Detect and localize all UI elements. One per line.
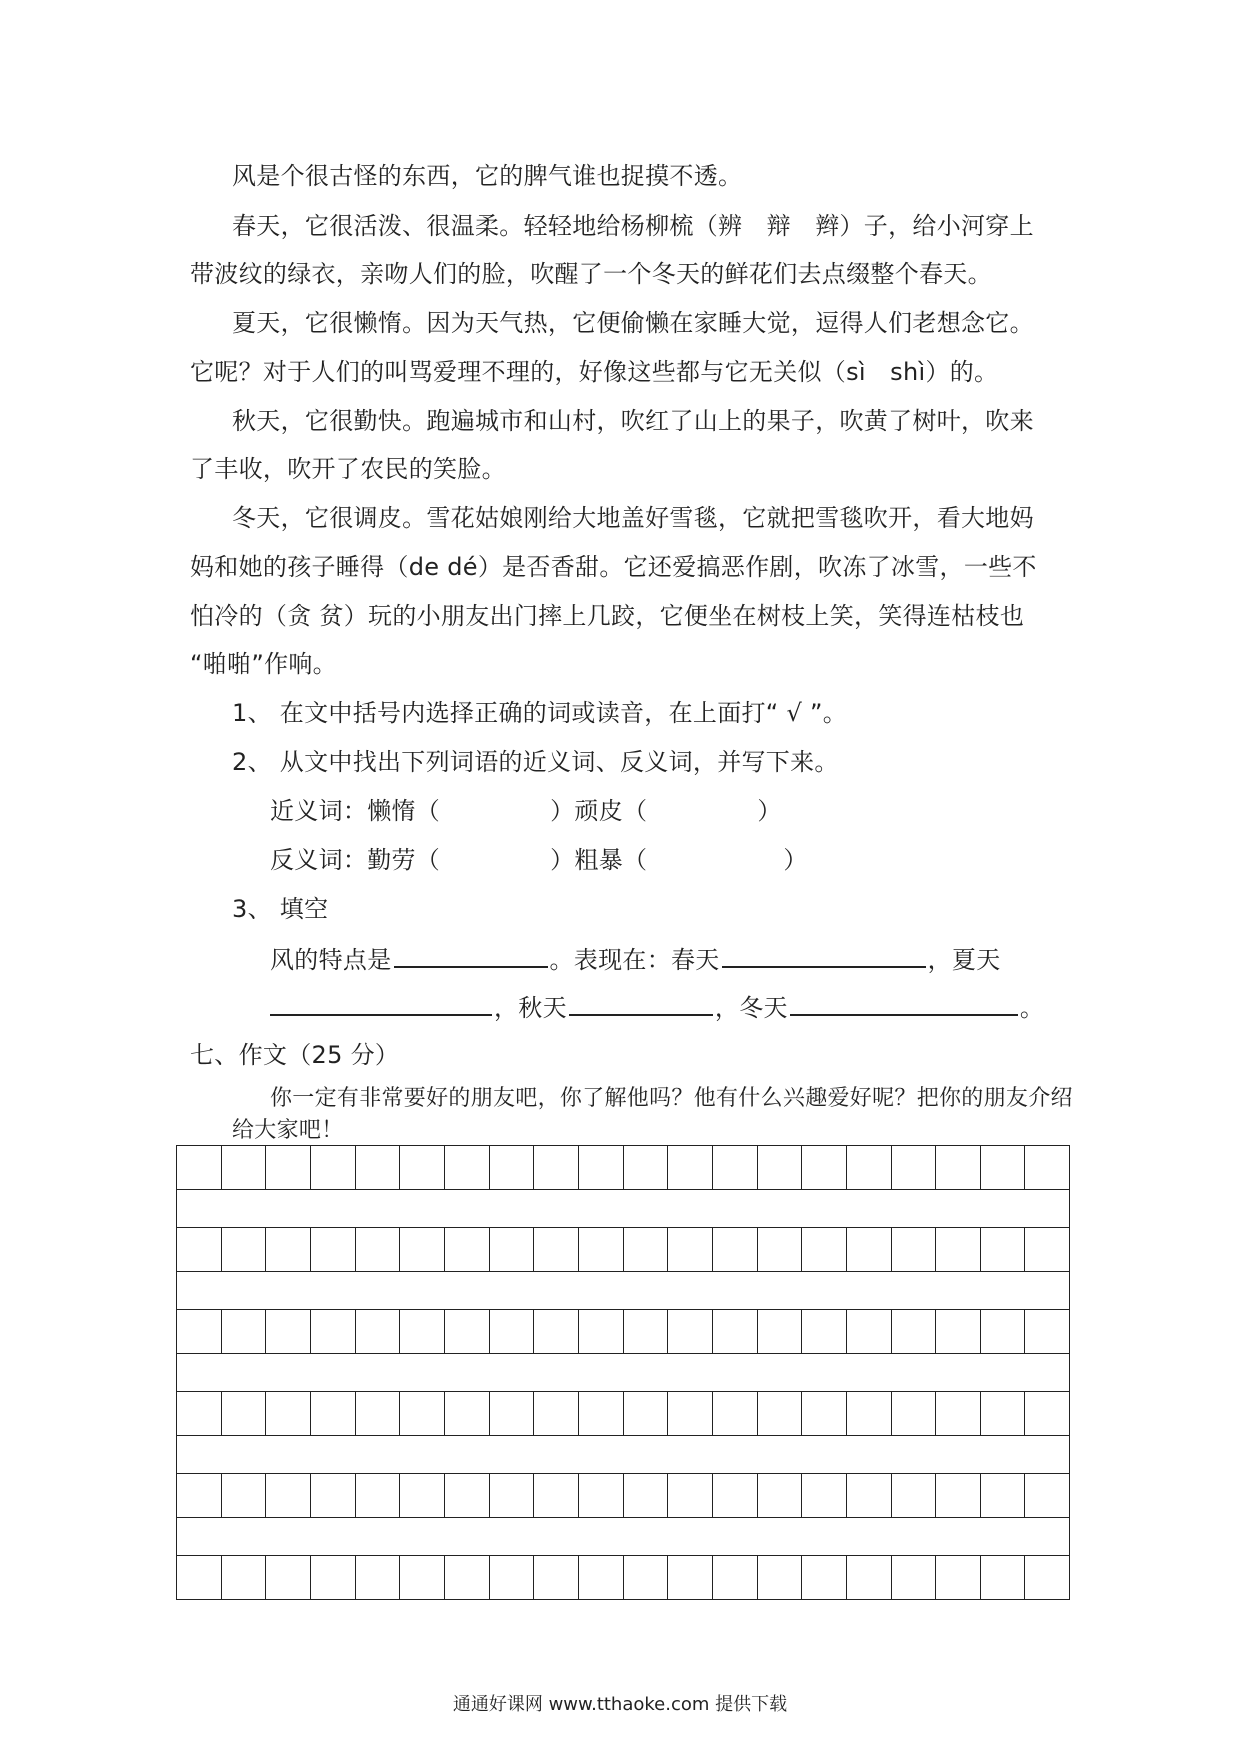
grid-cell[interactable] — [489, 1474, 534, 1517]
grid-cell[interactable] — [712, 1310, 757, 1353]
passage-line: 春天，它很活泼、很温柔。轻轻地给杨柳梳（辨 辩 辫）子，给小河穿上 — [232, 212, 1034, 240]
grid-cell[interactable] — [310, 1146, 355, 1189]
grid-cell[interactable] — [355, 1310, 400, 1353]
grid-cell[interactable] — [177, 1146, 221, 1189]
grid-cell[interactable] — [533, 1228, 578, 1271]
grid-cell[interactable] — [578, 1556, 623, 1599]
grid-cell[interactable] — [623, 1556, 668, 1599]
fill-label-spring: 。表现在：春天 — [549, 946, 720, 974]
grid-cell[interactable] — [891, 1556, 936, 1599]
fill-blank-trait[interactable] — [394, 940, 548, 968]
grid-cell[interactable] — [712, 1146, 757, 1189]
grid-cell[interactable] — [891, 1474, 936, 1517]
grid-cell[interactable] — [355, 1392, 400, 1435]
passage-line: 带波纹的绿衣，亲吻人们的脸，吹醒了一个冬天的鲜花们去点缀整个春天。 — [190, 260, 992, 288]
grid-cell[interactable] — [980, 1556, 1025, 1599]
grid-cell[interactable] — [221, 1146, 266, 1189]
grid-cell[interactable] — [444, 1556, 489, 1599]
fill-label-winter: ，冬天 — [714, 994, 788, 1022]
grid-cell[interactable] — [757, 1146, 802, 1189]
grid-row-gap — [176, 1354, 1070, 1391]
grid-row — [176, 1555, 1070, 1600]
grid-cell[interactable] — [935, 1146, 980, 1189]
grid-cell[interactable] — [623, 1228, 668, 1271]
grid-cell[interactable] — [399, 1310, 444, 1353]
grid-cell[interactable] — [757, 1556, 802, 1599]
grid-cell[interactable] — [265, 1556, 310, 1599]
passage-line: 了丰收，吹开了农民的笑脸。 — [190, 455, 506, 483]
grid-cell[interactable] — [757, 1474, 802, 1517]
grid-cell[interactable] — [935, 1392, 980, 1435]
grid-cell[interactable] — [757, 1228, 802, 1271]
grid-cell[interactable] — [891, 1228, 936, 1271]
grid-cell[interactable] — [265, 1228, 310, 1271]
grid-cell[interactable] — [846, 1310, 891, 1353]
grid-cell[interactable] — [265, 1474, 310, 1517]
grid-cell[interactable] — [399, 1556, 444, 1599]
grid-cell[interactable] — [667, 1556, 712, 1599]
grid-cell[interactable] — [667, 1146, 712, 1189]
grid-cell[interactable] — [1024, 1310, 1069, 1353]
fill-blank-summer[interactable] — [270, 988, 492, 1016]
grid-cell[interactable] — [667, 1228, 712, 1271]
grid-row — [176, 1473, 1070, 1518]
grid-cell[interactable] — [177, 1556, 221, 1599]
passage-line: 冬天，它很调皮。雪花姑娘刚给大地盖好雪毯，它就把雪毯吹开，看大地妈 — [232, 504, 1034, 532]
grid-cell[interactable] — [712, 1474, 757, 1517]
fill-label-summer: ，夏天 — [927, 946, 1001, 974]
synonym-label: 近义词： — [270, 797, 368, 825]
passage-line: 秋天，它很勤快。跑遍城市和山村，吹红了山上的果子，吹黄了树叶，吹来 — [232, 407, 1034, 435]
fill-blank-spring[interactable] — [722, 940, 926, 968]
grid-cell[interactable] — [444, 1146, 489, 1189]
grid-cell[interactable] — [891, 1310, 936, 1353]
antonym-word-1: 勤劳（ — [367, 846, 441, 874]
grid-cell[interactable] — [310, 1556, 355, 1599]
grid-row-gap — [176, 1518, 1070, 1555]
fill-row-2 — [270, 988, 1044, 1026]
grid-cell[interactable] — [1024, 1146, 1069, 1189]
grid-cell[interactable] — [623, 1310, 668, 1353]
grid-cell[interactable] — [177, 1392, 221, 1435]
grid-row — [176, 1227, 1070, 1272]
footer-credit: 通通好课网 www.tthaoke.com 提供下载 — [452, 1694, 788, 1715]
composition-heading: 七、作文（25 分） — [190, 1041, 400, 1069]
grid-cell[interactable] — [444, 1474, 489, 1517]
grid-cell[interactable] — [712, 1392, 757, 1435]
composition-prompt: 给大家吧！ — [232, 1118, 344, 1143]
grid-cell[interactable] — [801, 1556, 846, 1599]
fill-end: 。 — [1019, 994, 1045, 1022]
passage-line: 怕冷的（贪 贫）玩的小朋友出门摔上几跤，它便坐在树枝上笑，笑得连枯枝也 — [190, 602, 1025, 630]
grid-cell[interactable] — [265, 1392, 310, 1435]
grid-cell[interactable] — [712, 1556, 757, 1599]
grid-cell[interactable] — [1024, 1228, 1069, 1271]
passage-line: 妈和她的孩子睡得（de dé）是否香甜。它还爱搞恶作剧，吹冻了冰雪，一些不 — [190, 553, 1037, 581]
grid-cell[interactable] — [310, 1474, 355, 1517]
grid-cell[interactable] — [578, 1228, 623, 1271]
grid-cell[interactable] — [533, 1310, 578, 1353]
grid-cell[interactable] — [1024, 1556, 1069, 1599]
grid-cell[interactable] — [980, 1146, 1025, 1189]
grid-cell[interactable] — [489, 1310, 534, 1353]
grid-cell[interactable] — [846, 1474, 891, 1517]
grid-cell[interactable] — [667, 1474, 712, 1517]
grid-cell[interactable] — [846, 1556, 891, 1599]
grid-cell[interactable] — [533, 1474, 578, 1517]
grid-cell[interactable] — [935, 1474, 980, 1517]
grid-cell[interactable] — [221, 1474, 266, 1517]
grid-cell[interactable] — [489, 1556, 534, 1599]
synonym-word-1: 懒惰（ — [367, 797, 441, 825]
grid-cell[interactable] — [578, 1310, 623, 1353]
grid-cell[interactable] — [533, 1392, 578, 1435]
synonym-row — [270, 793, 782, 829]
grid-cell[interactable] — [980, 1228, 1025, 1271]
fill-label-trait: 风的特点是 — [270, 946, 392, 974]
grid-cell[interactable] — [801, 1146, 846, 1189]
synonym-end: ） — [757, 797, 782, 825]
grid-cell[interactable] — [533, 1556, 578, 1599]
grid-cell[interactable] — [355, 1228, 400, 1271]
grid-cell[interactable] — [221, 1310, 266, 1353]
passage-line: 夏天，它很懒惰。因为天气热，它便偷懒在家睡大觉，逗得人们老想念它。 — [232, 309, 1034, 337]
grid-cell[interactable] — [935, 1228, 980, 1271]
grid-cell[interactable] — [489, 1228, 534, 1271]
grid-cell[interactable] — [489, 1146, 534, 1189]
antonym-end: ） — [783, 846, 808, 874]
question-1: 1、 在文中括号内选择正确的词或读音，在上面打“ √ ”。 — [232, 699, 848, 727]
grid-cell[interactable] — [623, 1146, 668, 1189]
antonym-label: 反义词： — [270, 846, 368, 874]
grid-cell[interactable] — [980, 1474, 1025, 1517]
grid-cell[interactable] — [801, 1310, 846, 1353]
antonym-row — [270, 842, 808, 878]
grid-cell[interactable] — [399, 1146, 444, 1189]
composition-prompt: 你一定有非常要好的朋友吧，你了解他吗？他有什么兴趣爱好呢？把你的朋友介绍 — [270, 1086, 1073, 1111]
grid-cell[interactable] — [801, 1392, 846, 1435]
composition-grid[interactable] — [176, 1145, 1070, 1600]
grid-cell[interactable] — [265, 1310, 310, 1353]
grid-cell[interactable] — [310, 1228, 355, 1271]
grid-cell[interactable] — [533, 1146, 578, 1189]
grid-cell[interactable] — [265, 1146, 310, 1189]
grid-cell[interactable] — [1024, 1392, 1069, 1435]
grid-cell[interactable] — [355, 1474, 400, 1517]
grid-cell[interactable] — [399, 1392, 444, 1435]
grid-cell[interactable] — [801, 1474, 846, 1517]
grid-cell[interactable] — [980, 1392, 1025, 1435]
grid-cell[interactable] — [623, 1474, 668, 1517]
fill-row-1 — [270, 940, 1001, 978]
grid-cell[interactable] — [399, 1228, 444, 1271]
synonym-word-2: ）顽皮（ — [550, 797, 648, 825]
grid-cell[interactable] — [891, 1146, 936, 1189]
grid-cell[interactable] — [757, 1310, 802, 1353]
grid-cell[interactable] — [399, 1474, 444, 1517]
grid-cell[interactable] — [846, 1228, 891, 1271]
grid-cell[interactable] — [444, 1310, 489, 1353]
passage-line: 风是个很古怪的东西，它的脾气谁也捉摸不透。 — [232, 162, 743, 190]
grid-cell[interactable] — [355, 1146, 400, 1189]
passage-line: “啪啪”作响。 — [190, 650, 337, 678]
grid-cell[interactable] — [578, 1474, 623, 1517]
grid-cell[interactable] — [355, 1556, 400, 1599]
grid-cell[interactable] — [578, 1146, 623, 1189]
grid-row — [176, 1391, 1070, 1436]
grid-cell[interactable] — [1024, 1474, 1069, 1517]
grid-cell[interactable] — [310, 1310, 355, 1353]
grid-cell[interactable] — [221, 1392, 266, 1435]
grid-cell[interactable] — [444, 1392, 489, 1435]
antonym-word-2: ）粗暴（ — [550, 846, 648, 874]
question-2: 2、 从文中找出下列词语的近义词、反义词，并写下来。 — [232, 748, 839, 776]
grid-cell[interactable] — [667, 1392, 712, 1435]
grid-row — [176, 1309, 1070, 1354]
grid-cell[interactable] — [221, 1556, 266, 1599]
grid-cell[interactable] — [801, 1228, 846, 1271]
grid-cell[interactable] — [846, 1392, 891, 1435]
grid-cell[interactable] — [177, 1310, 221, 1353]
grid-cell[interactable] — [221, 1228, 266, 1271]
fill-blank-autumn[interactable] — [569, 988, 713, 1016]
grid-cell[interactable] — [846, 1146, 891, 1189]
grid-cell[interactable] — [935, 1310, 980, 1353]
grid-cell[interactable] — [891, 1392, 936, 1435]
grid-cell[interactable] — [578, 1392, 623, 1435]
grid-row — [176, 1145, 1070, 1190]
passage-line: 它呢？对于人们的叫骂爱理不理的，好像这些都与它无关似（sì shì）的。 — [190, 358, 999, 386]
grid-cell[interactable] — [489, 1392, 534, 1435]
grid-cell[interactable] — [667, 1310, 712, 1353]
grid-cell[interactable] — [177, 1228, 221, 1271]
fill-blank-winter[interactable] — [790, 988, 1018, 1016]
grid-cell[interactable] — [444, 1228, 489, 1271]
grid-cell[interactable] — [623, 1392, 668, 1435]
fill-label-autumn: ，秋天 — [494, 994, 567, 1022]
grid-cell[interactable] — [177, 1474, 221, 1517]
question-3: 3、 填空 — [232, 895, 329, 923]
grid-cell[interactable] — [935, 1556, 980, 1599]
grid-cell[interactable] — [310, 1392, 355, 1435]
grid-row-gap — [176, 1272, 1070, 1309]
grid-cell[interactable] — [980, 1310, 1025, 1353]
grid-cell[interactable] — [757, 1392, 802, 1435]
grid-cell[interactable] — [712, 1228, 757, 1271]
grid-row-gap — [176, 1436, 1070, 1473]
grid-row-gap — [176, 1190, 1070, 1227]
